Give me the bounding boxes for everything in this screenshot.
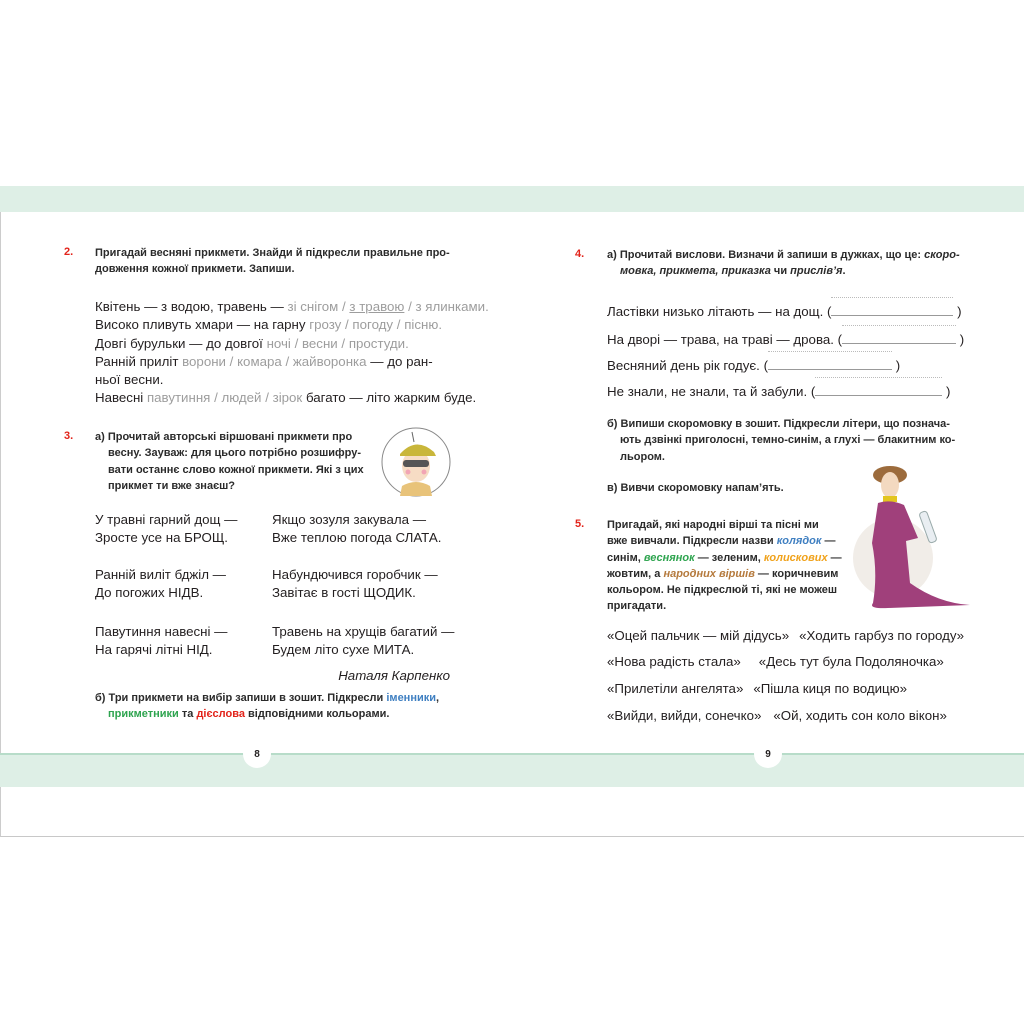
bottom-band	[0, 753, 1024, 787]
saying-row: На дворі — трава, на траві — дрова. ( )	[607, 332, 965, 347]
task5-instruction: Пригадай, які народні вірші та пісні ми вже вивчали. Підкресли назви колядок — синім, веснянок — зеленим, колискових — жовтим, а народних віршів — коричневим кольором. Не підкреслюй ті, які не можеш пригадати.	[607, 519, 842, 613]
boy-illustration	[380, 426, 452, 498]
task-number: 5.	[575, 518, 585, 530]
proverb-line: Ранній приліт ворони / комара / жайворонка — до ран-	[95, 353, 433, 369]
page-number-left: 8	[243, 740, 271, 768]
proverb-line: Довгі бурульки — до довгої ночі / весни / простуди.	[95, 335, 409, 351]
underlined-answer: з травою	[349, 299, 405, 314]
song-row: «Вийди, вийди, сонечко» «Ой, ходить сон коло вікон»	[607, 708, 947, 723]
task4-instruction-a: а) Прочитай вислови. Визначи й запиши в дужках, що це: скоро- мовка, прикмета, приказка чи прислів’я.	[607, 249, 960, 278]
answer-field[interactable]	[842, 333, 956, 344]
poem-4: Набундючився горобчик — Завітає в гості ЩОДИК.	[272, 567, 438, 601]
saying-row: Весняний день рік годує. ( )	[607, 358, 901, 373]
poem-3: Ранній виліт бджіл — До погожих НІДВ.	[95, 567, 226, 601]
task-number: 4.	[575, 248, 585, 260]
answer-field[interactable]	[768, 359, 892, 370]
proverb-line: ньої весни.	[95, 372, 164, 388]
poem-6: Травень на хрущів багатий — Будем літо сухе МИТА.	[272, 624, 455, 658]
task2-proverbs	[95, 298, 489, 408]
proverb-line: Високо пливуть хмари — на гарну грозу / погоду / пісню.	[95, 317, 443, 333]
answer-field[interactable]	[831, 305, 953, 316]
task-number: 2.	[64, 246, 74, 258]
task-number: 3.	[64, 430, 74, 442]
poem-1: У травні гарний дощ — Зросте усе на БРОЩ.	[95, 512, 238, 546]
instruction-line: Пригадай весняні прикмети. Знайди й підкресли правильне про-	[95, 247, 450, 259]
instruction-line: довження кожної прикмети. Запиши.	[95, 263, 295, 276]
author: Наталя Карпенко	[338, 668, 450, 683]
poem-5: Павутиння навесні — На гарячі літні НІД.	[95, 624, 228, 658]
woman-illustration	[848, 463, 973, 613]
top-band	[0, 186, 1024, 212]
task2-instruction	[95, 245, 450, 278]
task4-instruction-c: в) Вивчи скоромовку напам’ять.	[607, 482, 784, 494]
saying-row: Не знали, не знали, та й забули. ( )	[607, 384, 951, 399]
song-row: «Оцей пальчик — мій дідусь» «Ходить гарбуз по городу»	[607, 628, 965, 643]
page-number-right: 9	[754, 740, 782, 768]
proverb-line: Квітень — з водою, травень — зі снігом / з травою / з ялинками.	[95, 299, 489, 314]
answer-field[interactable]	[815, 385, 942, 396]
task3-instruction-b: б) Три прикмети на вибір запиши в зошит. Підкресли іменники, прикметники та дієслова відповідними кольорами.	[95, 692, 440, 721]
song-row: «Прилетіли ангелята» «Пішла киця по водицю»	[607, 681, 908, 696]
song-row: «Нова радість стала» «Десь тут була Подоляночка»	[607, 654, 944, 669]
task4-instruction-b: б) Випиши скоромовку в зошит. Підкресли літери, що познача- ють дзвінкі приголосні, темно-синім, а глухі — блакитним ко- льором.	[607, 418, 956, 463]
saying-row: Ластівки низько літають — на дощ. ( )	[607, 304, 962, 319]
poem-2: Якщо зозуля закувала — Вже теплою погода СЛАТА.	[272, 512, 442, 546]
task3-instruction-a: а) Прочитай авторські віршовані прикмети про весну. Зауваж: для цього потрібно розшифру- вати останнє слово кожної прикмети. Які з цих прикмет ти вже знаєш?	[95, 431, 364, 492]
proverb-line: Навесні павутиння / людей / зірок багато — літо жарким буде.	[95, 390, 477, 406]
